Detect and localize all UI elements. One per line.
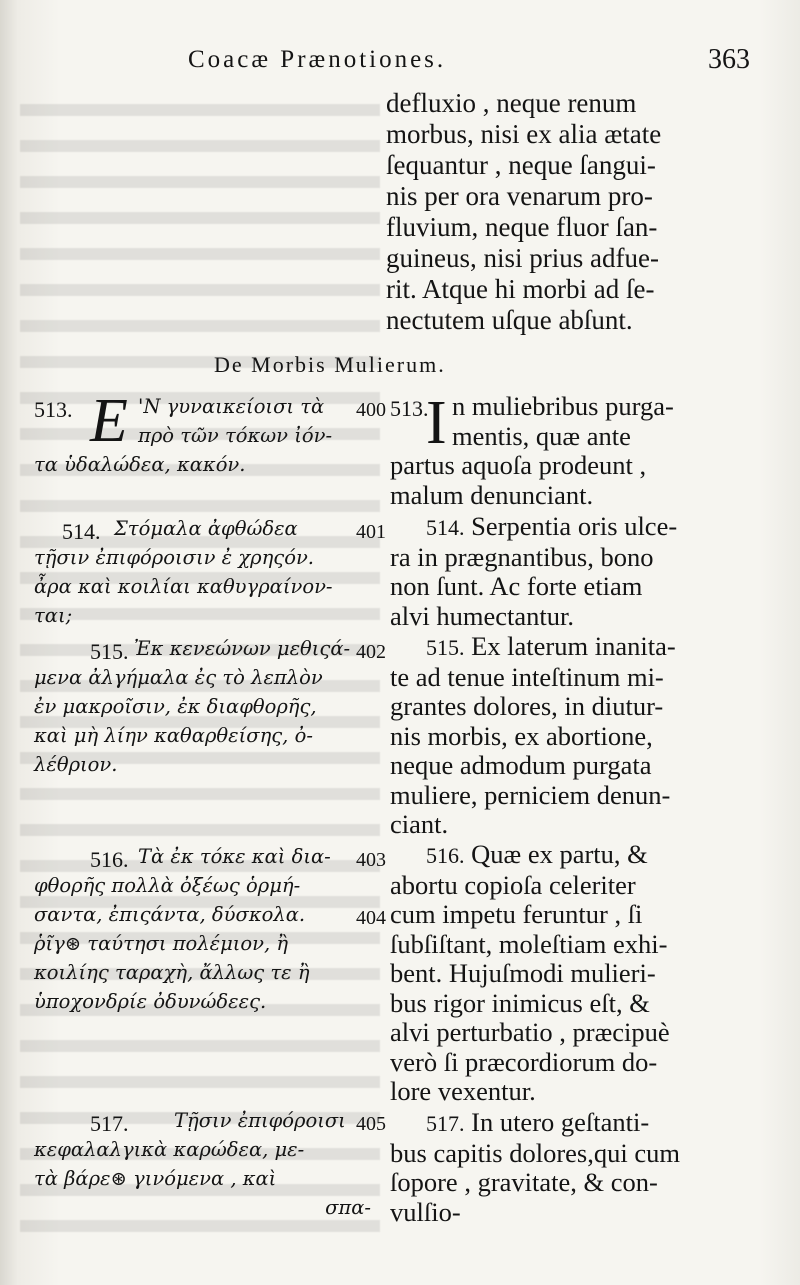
section-heading: De Morbis Mulierum.: [214, 352, 446, 377]
greek-entry-515: [34, 634, 386, 779]
drop-cap: I: [426, 389, 447, 457]
text-line: nis morbis, ex abortione,: [390, 720, 653, 751]
text-line: rit. Atque hi morbi ad ſe-: [386, 274, 655, 304]
text-segment: In utero geſtanti-: [471, 1107, 650, 1137]
text-line: bus capitis dolores,qui cum: [390, 1137, 680, 1168]
text-line: n muliebribus purga-: [452, 391, 674, 421]
text-line: defluxio , neque renum: [386, 88, 637, 118]
page-number: 363: [708, 44, 750, 75]
text-line: πρὸ τῶν τόκων ἰόν-: [138, 424, 333, 447]
text-line: verò ſi præcordiorum do-: [390, 1046, 658, 1077]
text-line: muliere, perniciem denun-: [390, 779, 671, 810]
entry-number: 517.: [426, 1111, 465, 1136]
reference-number: 405: [356, 1113, 386, 1135]
text-line: lore vexentur.: [390, 1076, 536, 1106]
text-segment: Ex laterum inanita-: [471, 631, 676, 661]
page-header: [188, 44, 750, 80]
text-line: ται;: [34, 604, 73, 627]
text-line: τῇσιν ἐπιφόροισιν ἐ χρηςόν.: [34, 546, 314, 569]
drop-cap: Ε: [90, 387, 128, 455]
greek-entry-514: [34, 514, 386, 630]
text-line: alvi perturbatio , præcipuè: [390, 1017, 670, 1047]
text-line: μενα ἀλγήμαλα ἐς τὸ λεπλὸν: [34, 666, 323, 689]
text-line: ra in prægnantibus, bono: [390, 541, 654, 572]
text-line: cum impetu feruntur , ſi: [390, 899, 643, 929]
text-line: ῥῖγ⊛ ταύτησι πολέμιον, ἢ: [34, 932, 289, 955]
text-line: malum denunciant.: [390, 479, 594, 510]
text-line: κοιλίης ταραχὴ, ἄλλως τε ἢ: [34, 961, 310, 984]
text-line: [390, 512, 750, 543]
text-line: ὑποχονδρίε ὀδυνώδεες.: [34, 990, 267, 1013]
text-line: τα ὑδαλώδεα, κακόν.: [34, 453, 246, 476]
text-line: σπα-: [325, 1196, 371, 1219]
text-line: nis per ora venarum pro-: [386, 181, 653, 211]
text-segment: Serpentia oris ulce-: [471, 511, 678, 541]
text-line: ἐν μακροῖσιν, ἐκ διαφθορῆς,: [34, 695, 317, 718]
reference-number: 403: [356, 849, 386, 871]
text-line: alvi humectantur.: [390, 600, 574, 631]
text-line: Τὰ ἐκ τόκε καὶ δια-: [138, 845, 331, 868]
entry-number: 513.: [34, 397, 73, 422]
text-line: bent. Hujuſmodi mulieri-: [390, 958, 656, 988]
text-line: καὶ μὴ λίην καθαρθείσης, ὀ-: [34, 724, 313, 747]
reference-number: 401: [356, 521, 386, 543]
text-line: Ἐκ κενεώνων μεθιςά-: [134, 637, 351, 660]
text-line: Στόμαλα ἀφθώδεα: [114, 517, 298, 540]
text-line: morbus, nisi ex alia ætate: [386, 119, 662, 149]
text-line: 'Ν γυναικείοισι τὰ: [138, 395, 325, 418]
greek-entry-513: [34, 387, 386, 479]
text-line: Τῇσιν ἐπιφόροισι: [174, 1109, 346, 1132]
text-line: τὰ βάρε⊛ γινόμενα , καὶ: [34, 1167, 277, 1190]
text-line: grantes dolores, in diutur-: [390, 691, 664, 721]
text-line: ſubſiſtant, moleſtiam exhi-: [390, 928, 668, 959]
text-line: ſopore , gravitate, & con-: [390, 1167, 658, 1197]
greek-entry-516: [34, 842, 386, 1016]
text-line: φθορῆς πολλὰ ὀξέως ὁρμή-: [34, 874, 301, 897]
reference-number: 400: [356, 399, 386, 421]
intro-latin-text: [386, 88, 746, 336]
text-line: [390, 840, 750, 871]
text-line: mentis, quæ ante: [452, 420, 631, 451]
latin-entry-513: [390, 389, 750, 510]
running-title: Coacæ Prænotiones.: [188, 46, 447, 73]
greek-entry-517: [34, 1106, 386, 1222]
text-line: non ſunt. Ac forte etiam: [390, 571, 643, 601]
entry-number: 514.: [62, 519, 101, 544]
latin-entry-514: [390, 512, 750, 631]
text-line: partus aquoſa prodeunt ,: [390, 450, 647, 480]
text-line: neque admodum purgata: [390, 750, 652, 780]
text-line: abortu copioſa celeriter: [390, 869, 636, 900]
text-line: ἆρα καὶ κοιλίαι καθυγραίνον-: [34, 575, 333, 598]
text-line: guineus, nisi prius adfue-: [386, 243, 659, 273]
text-line: λέθριον.: [34, 753, 118, 776]
entry-number: 516.: [90, 847, 129, 872]
text-line: ſequantur , neque ſangui-: [386, 150, 656, 180]
text-line: [390, 632, 750, 663]
text-segment: Quæ ex partu, &: [471, 839, 648, 869]
entry-number: 517.: [90, 1111, 129, 1136]
text-line: bus rigor inimicus eſt, &: [390, 987, 650, 1018]
text-line: fluvium, neque fluor ſan-: [386, 212, 658, 242]
latin-entry-516: [390, 840, 750, 1107]
entry-number: 514.: [426, 515, 465, 540]
reference-number: 404: [356, 907, 386, 929]
latin-entry-517: [390, 1108, 750, 1227]
text-line: te ad tenue inteſtinum mi-: [390, 661, 664, 692]
entry-number: 513.: [390, 396, 429, 421]
text-line: σαντα, ἐπιςάντα, δύσκολα.: [34, 903, 306, 926]
entry-number: 515.: [90, 639, 129, 664]
entry-number: 516.: [426, 843, 465, 868]
entry-number: 515.: [426, 635, 465, 660]
text-line: ciant.: [390, 809, 449, 839]
text-line: [390, 1108, 750, 1139]
text-line: κεφαλαλγικὰ καρώδεα, με-: [34, 1138, 305, 1161]
latin-entry-515: [390, 632, 750, 840]
text-line: vulſio-: [390, 1196, 461, 1227]
text-line: nectutem uſque abſunt.: [386, 305, 633, 335]
reference-number: 402: [356, 641, 386, 663]
